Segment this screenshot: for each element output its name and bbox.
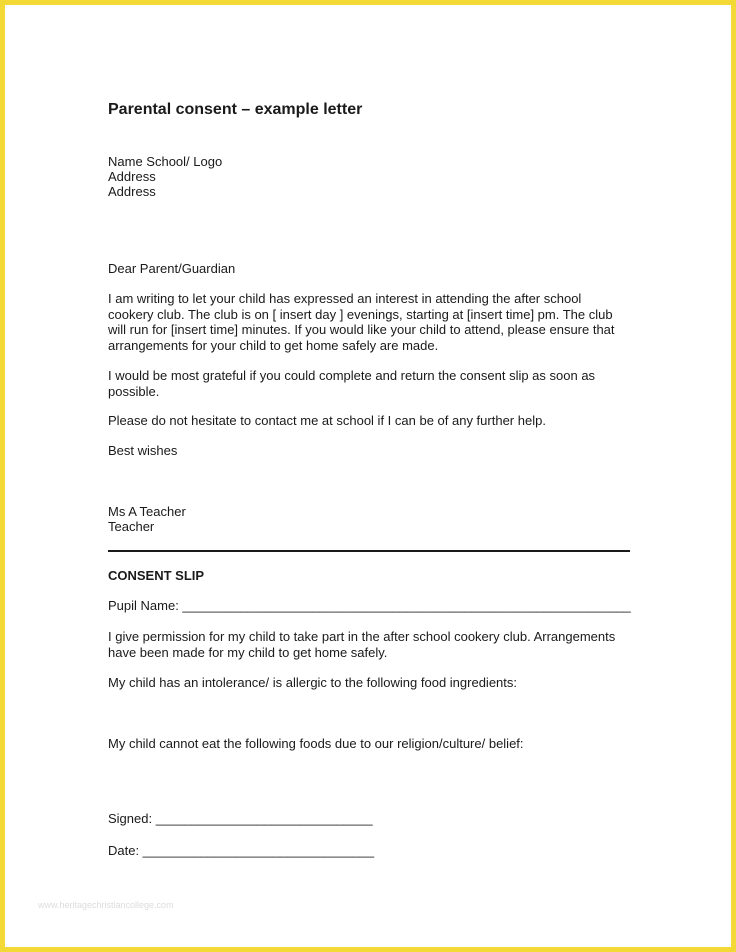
- pupil-name-field: Pupil Name: ______________________________________________________________: [108, 598, 631, 613]
- permission-paragraph: [108, 629, 630, 660]
- body-paragraph-3: Please do not hesitate to contact me at school if I can be of any further help.: [108, 413, 546, 428]
- intolerance-question: My child has an intolerance/ is allergic to the following food ingredients:: [108, 675, 518, 690]
- paragraph-line: arrangements for your child to get home safely are made.: [108, 337, 439, 353]
- salutation: Dear Parent/Guardian: [108, 261, 236, 276]
- paragraph-line: I am writing to let your child has expressed an interest in attending the after school: [108, 291, 582, 306]
- address-line-2: Address: [108, 184, 156, 199]
- signature-name: Ms A Teacher: [108, 504, 186, 519]
- signature-role: Teacher: [108, 519, 155, 534]
- letter-title: Parental consent – example letter: [108, 101, 363, 118]
- address-line-1: Address: [108, 169, 156, 184]
- signed-field: Signed: ______________________________: [108, 811, 373, 826]
- address-line-school: Name School/ Logo: [108, 154, 223, 169]
- body-paragraph-1: [108, 291, 630, 353]
- paragraph-line: I give permission for my child to take part in the after school cookery club. Arrangements: [108, 629, 616, 644]
- paragraph-line: I would be most grateful if you could complete and return the consent slip as soon as: [108, 368, 596, 383]
- date-field: Date: ________________________________: [108, 843, 375, 858]
- paragraph-line: cookery club. The club is on [ insert day ] evenings, starting at [insert time] pm. The club: [108, 306, 613, 322]
- section-divider: [108, 550, 630, 552]
- consent-slip-heading: CONSENT SLIP: [108, 568, 205, 583]
- paragraph-line: will run for [insert time] minutes. If you would like your child to attend, please ensure that: [108, 322, 615, 337]
- paragraph-line: have been made for my child to get home safely.: [108, 644, 388, 660]
- body-paragraph-2: [108, 368, 630, 399]
- paragraph-line: possible.: [108, 383, 160, 399]
- watermark: www.heritagechristiancollege.com: [38, 900, 174, 910]
- closing: Best wishes: [108, 443, 178, 458]
- religion-question: My child cannot eat the following foods due to our religion/culture/ belief:: [108, 736, 524, 751]
